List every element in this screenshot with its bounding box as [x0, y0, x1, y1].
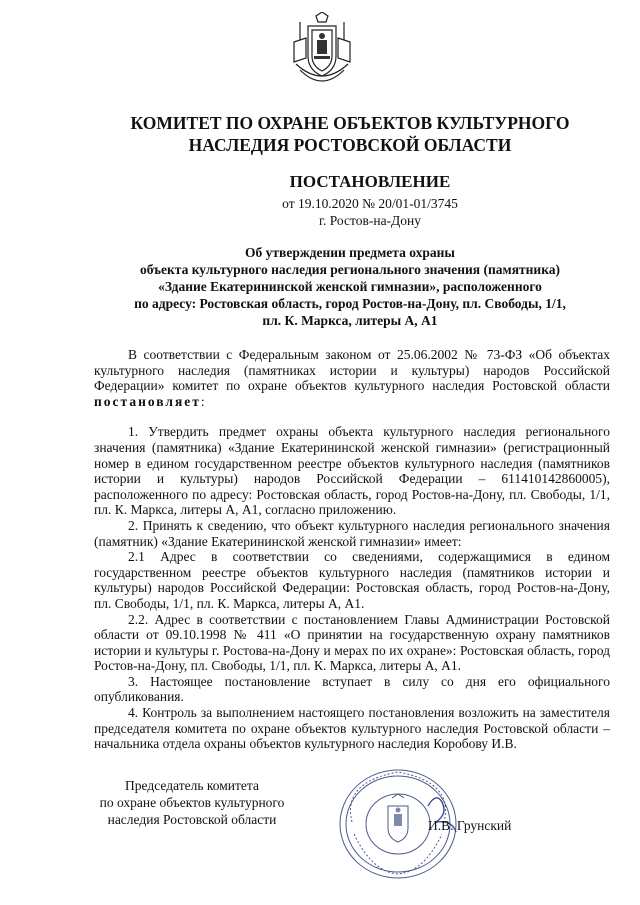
- item-3: 3. Настоящее постановление вступает в силу со дня его официального опубликования.: [94, 673, 610, 705]
- item-1: 1. Утвердить предмет охраны объекта культурного наследия регионального значения (памятника) «Здание Екатерининской женской гимназии» (регистрационный номер в едином государственном реестре объектов культурного наследия (памятников истории и культуры) народов Российской Федерации – 611410142860005), расположенного по адресу: Ростовская область, город Ростов-на-Дону, пл. Свободы, 1/1, пл. К. Маркса, литеры А, А1, согласно приложению.: [94, 424, 610, 518]
- signatory-name: И.В. Грунский: [428, 818, 512, 833]
- document-body: [94, 347, 610, 752]
- document-subject: [98, 244, 602, 329]
- coat-of-arms-icon: [290, 12, 354, 92]
- preamble-text: В соответствии с Федеральным законом от 25.06.2002 № 73-ФЗ «Об объектах культурного наследия (памятниках истории и культуры) народов Российской Федерации» комитет по охране объектов культурного наследия Ростовской области: [94, 347, 610, 394]
- signatory-role-line-3: наследия Ростовской области: [107, 812, 277, 827]
- subject-line-5: пл. К. Маркса, литеры А, А1: [262, 313, 438, 328]
- signatory-role-line-1: Председатель комитета: [125, 778, 259, 793]
- subject-line-2: объекта культурного наследия регионального значения (памятника): [139, 262, 561, 277]
- signatory-role-line-2: по охране объектов культурного: [99, 795, 285, 810]
- subject-line-3: «Здание Екатерининской женской гимназии», расположенного: [158, 279, 542, 294]
- document-date-number: от 19.10.2020 № 20/01-01/3745: [282, 196, 458, 211]
- subject-line-1: Об утверждении предмета охраны: [245, 245, 455, 260]
- preamble-end: :: [200, 393, 205, 409]
- item-2-2: 2.2. Адрес в соответствии с постановлением Главы Администрации Ростовской области от 09.10.1998 № 411 «О принятии на государственную охрану памятников истории и культуры г. Ростова-на-Дону и мерах по их охране»: Ростовская область, город Ростов-на-Дону, пл. Свободы, 1/1, пл. К. Маркса, литеры А, А1.: [94, 611, 610, 674]
- document-city: г. Ростов-на-Дону: [318, 213, 421, 228]
- document-meta: [0, 195, 640, 229]
- org-line-1: КОМИТЕТ ПО ОХРАНЕ ОБЪЕКТОВ КУЛЬТУРНОГО: [130, 113, 570, 133]
- item-4: 4. Контроль за выполнением настоящего постановления возложить на заместителя председателя комитета по охране объектов культурного наследия Ростовской области – начальника отдела охраны объектов культурного наследия Коробову И.В.: [94, 705, 610, 752]
- item-2-1: 2.1 Адрес в соответствии со сведениями, содержащимися в едином государственном реестре объектов культурного наследия (памятников истории и культуры) народов Российской Федерации: Ростовская область, город Ростов-на-Дону, пл. Свободы, 1/1, пл. К. Маркса, литеры А, А1.: [94, 549, 610, 611]
- subject-line-4: по адресу: Ростовская область, город Ростов-на-Дону, пл. Свободы, 1/1,: [134, 296, 566, 311]
- preamble-paragraph: [94, 347, 610, 409]
- decree-word: постановляет: [94, 393, 201, 409]
- org-line-2: НАСЛЕДИЯ РОСТОВСКОЙ ОБЛАСТИ: [188, 135, 512, 155]
- organization-name: [60, 112, 640, 156]
- item-2: 2. Принять к сведению, что объект культурного наследия регионального значения (памятник) «Здание Екатерининской женской гимназии» имеет:: [94, 517, 610, 549]
- document-type: ПОСТАНОВЛЕНИЕ: [289, 172, 451, 191]
- signatory-role: [82, 777, 302, 828]
